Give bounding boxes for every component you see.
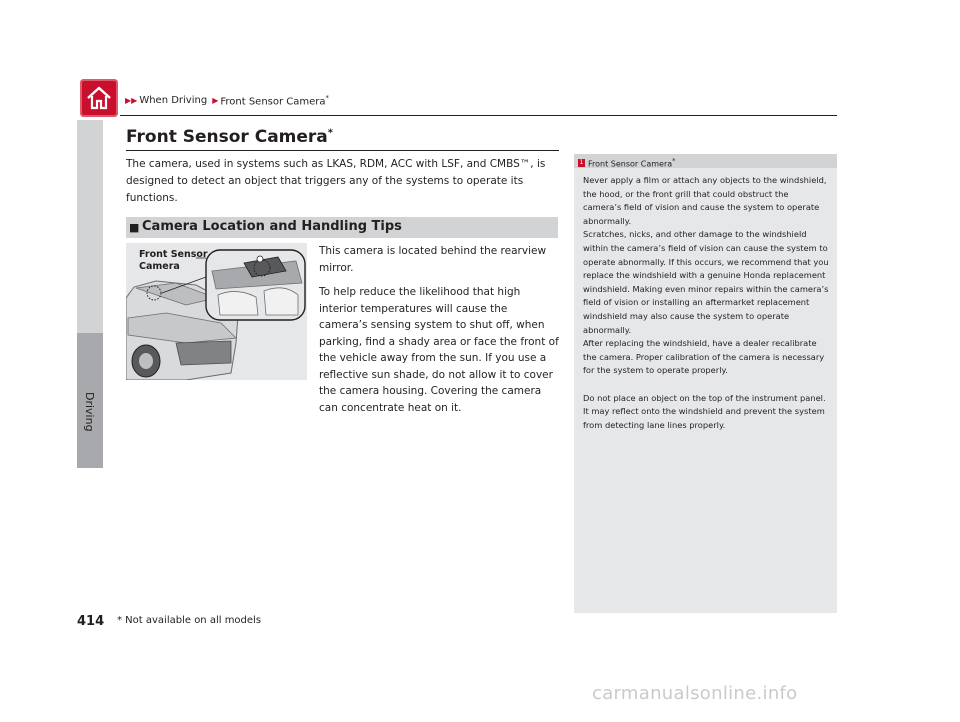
section-square-icon: ■: [129, 221, 140, 234]
intro-paragraph: The camera, used in systems such as LKAS, RDM, ACC with LSF, and CMBS™, is designed to detect an object that triggers any of the systems to operate its functions.: [126, 158, 546, 204]
breadcrumb-arrow-icon: ▶▶: [125, 96, 138, 106]
section-heading: [126, 217, 558, 238]
page-number: 414: [77, 614, 105, 629]
chapter-tab-upper: [77, 120, 103, 333]
body-paragraph-location: This camera is located behind the rearview mirror.: [319, 245, 547, 274]
footnote: * Not available on all models: [117, 615, 262, 626]
chapter-tab-label-wrap: [82, 392, 102, 452]
page-title: Front Sensor Camera*: [126, 127, 333, 147]
section-body: [319, 243, 559, 416]
breadcrumb-arrow-icon: ▶: [212, 96, 219, 106]
home-button[interactable]: [80, 79, 118, 117]
figure-callout: [139, 249, 208, 273]
sidebar-note-text: Never apply a film or attach any objects to the windshield, the hood, or the front grill that could obstruct the camera’s field of vision and cause the system to operate abnormally. Scratches, nicks, and other damage to the windshield within the camera’s field of vision can cause the system to operate abnormally. If this occurs, we recommend that you replace the windshield with a genuine Honda replacement windshield. Making even minor repairs within the camera’s field of vision or installing an aftermarket replacement windshield may also cause the system to operate abnormally. After replacing the windshield, have a dealer recalibrate the camera. Proper calibration of the camera is necessary for the system to operate properly. Do not place an object on the top of the instrument panel. It may reflect onto the windshield and prevent the system from detecting lane lines properly.: [583, 175, 829, 430]
section-heading-label: Camera Location and Handling Tips: [142, 219, 402, 234]
sidebar-note-title-text: Front Sensor Camera*: [588, 157, 676, 169]
chapter-tab-label: Driving: [83, 392, 96, 432]
breadcrumb: [125, 94, 332, 107]
body-paragraph-heat: To help reduce the likelihood that high interior temperatures will cause the camera’s sensing system to shut off, when parking, find a shady area or face the front of the vehicle away from the sun. If you use a reflective sun shade, do not allow it to cover the camera housing. Covering the camera can concentrate heat on it.: [319, 286, 559, 414]
watermark: carmanualsonline.info: [592, 683, 798, 704]
header-rule: [120, 115, 837, 116]
breadcrumb-item-front-sensor-camera[interactable]: Front Sensor Camera*: [220, 94, 330, 108]
breadcrumb-item-when-driving[interactable]: When Driving: [139, 95, 208, 107]
sidebar-note-ref-icon: 1: [579, 158, 584, 166]
title-rule: [126, 150, 559, 151]
figure-callout-line2: Camera: [139, 261, 180, 272]
home-icon: [84, 83, 114, 113]
sidebar-note-title: [578, 157, 675, 169]
figure-callout-line1: Front Sensor: [139, 249, 208, 260]
